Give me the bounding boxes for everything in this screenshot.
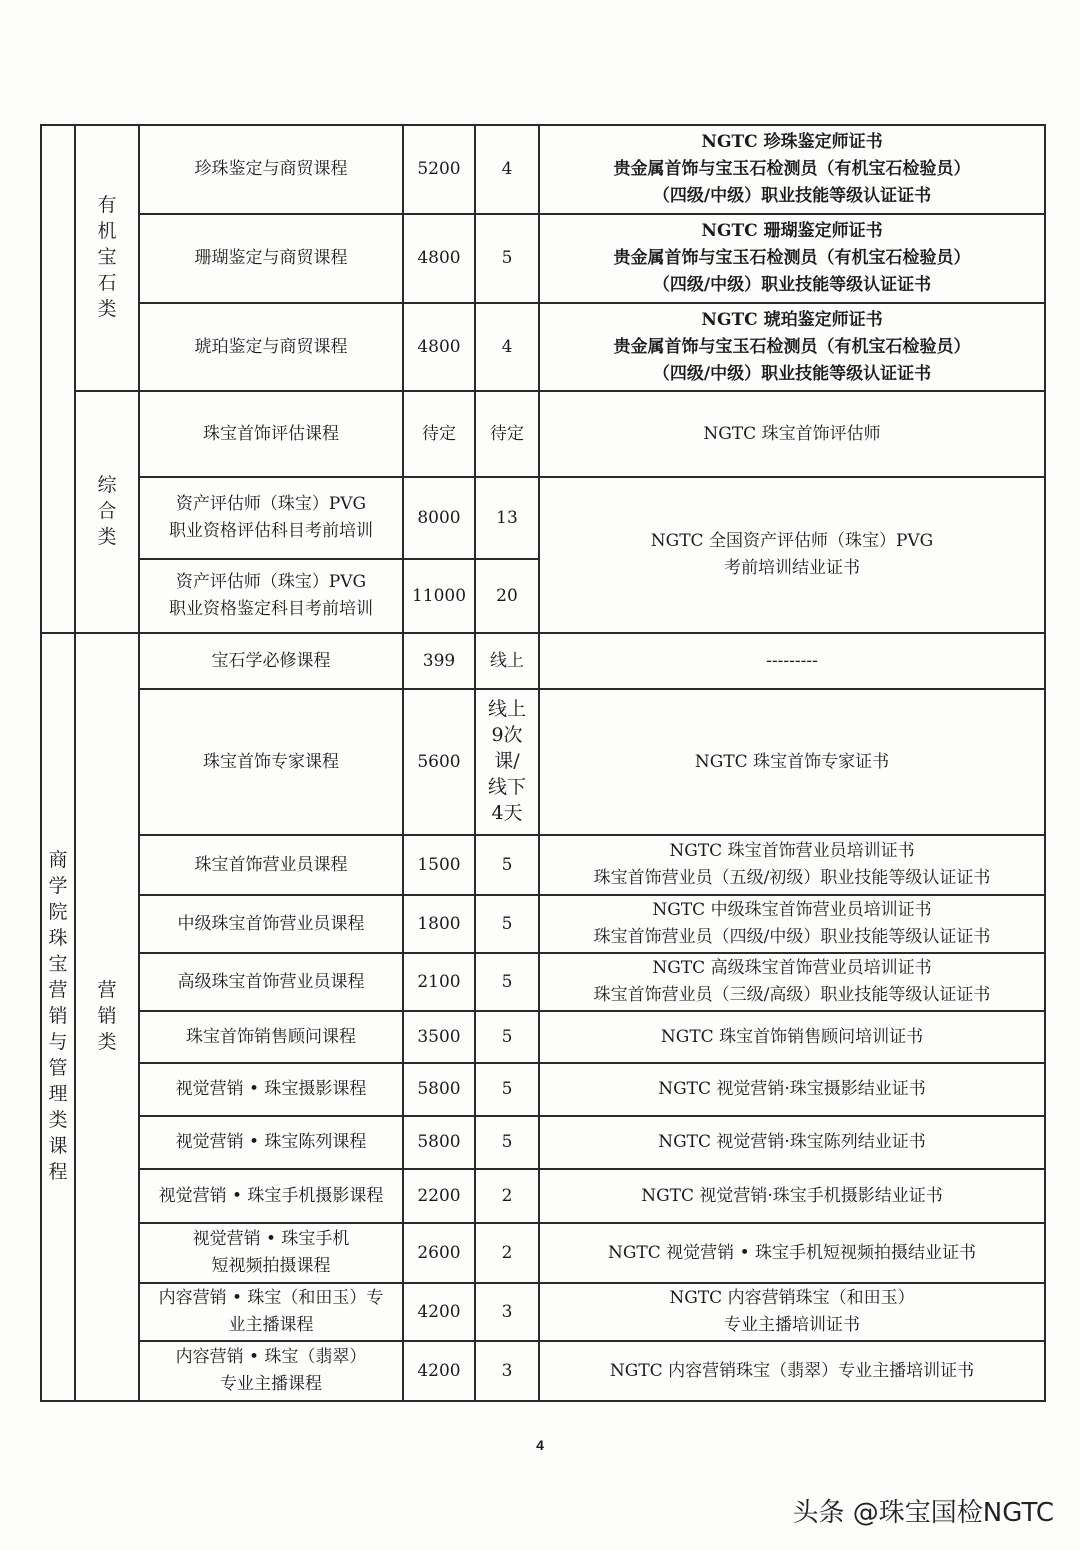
table-row: [41, 633, 1045, 689]
course-fee: 4800: [403, 214, 475, 303]
course-days: 5: [475, 1063, 539, 1116]
course-days: 2: [475, 1223, 539, 1283]
category-label-general: 综合类: [97, 474, 117, 548]
course-days: 5: [475, 895, 539, 953]
course-days: 5: [475, 835, 539, 895]
course-days: 4: [475, 303, 539, 391]
course-name: 视觉营销 • 珠宝摄影课程: [139, 1063, 403, 1116]
table-row: [41, 835, 1045, 895]
certificate: NGTC 珊瑚鉴定师证书 贵金属首饰与宝玉石检测员（有机宝石检验员） （四级/中级）职业技能等级认证证书: [539, 214, 1045, 303]
course-name: 资产评估师（珠宝）PVG 职业资格评估科目考前培训: [139, 477, 403, 559]
certificate: NGTC 珠宝首饰营业员培训证书 珠宝首饰营业员（五级/初级）职业技能等级认证证书: [539, 835, 1045, 895]
certificate: NGTC 珠宝首饰评估师: [539, 391, 1045, 477]
table-row: [41, 1011, 1045, 1063]
table-row: [41, 477, 1045, 559]
course-name: 宝石学必修课程: [139, 633, 403, 689]
course-fee: 2600: [403, 1223, 475, 1283]
table-row: [41, 1116, 1045, 1169]
course-fee: 8000: [403, 477, 475, 559]
course-fee: 5800: [403, 1116, 475, 1169]
course-table: [40, 124, 1046, 1402]
certificate: NGTC 视觉营销·珠宝手机摄影结业证书: [539, 1169, 1045, 1223]
table-row: [41, 895, 1045, 953]
certificate: NGTC 中级珠宝首饰营业员培训证书 珠宝首饰营业员（四级/中级）职业技能等级认证证书: [539, 895, 1045, 953]
table-row: [41, 689, 1045, 835]
course-fee: 1500: [403, 835, 475, 895]
course-name: 视觉营销 • 珠宝陈列课程: [139, 1116, 403, 1169]
certificate: NGTC 视觉营销·珠宝陈列结业证书: [539, 1116, 1045, 1169]
course-name: 内容营销 • 珠宝（翡翠） 专业主播课程: [139, 1341, 403, 1401]
course-days: 线上: [475, 633, 539, 689]
table-row: [41, 391, 1045, 477]
course-name: 珠宝首饰专家课程: [139, 689, 403, 835]
watermark-text: 头条 @珠宝国检NGTC: [792, 1498, 1054, 1528]
table-row: [41, 1283, 1045, 1341]
course-name: 珊瑚鉴定与商贸课程: [139, 214, 403, 303]
course-days: 5: [475, 1116, 539, 1169]
certificate: NGTC 琥珀鉴定师证书 贵金属首饰与宝玉石检测员（有机宝石检验员） （四级/中级）职业技能等级认证证书: [539, 303, 1045, 391]
table-row: [41, 1341, 1045, 1401]
course-days: 线上9次课/线下4天: [475, 689, 539, 835]
table-row: [41, 125, 1045, 214]
course-fee: 4800: [403, 303, 475, 391]
course-days: 20: [475, 559, 539, 633]
certificate: NGTC 内容营销珠宝（和田玉） 专业主播培训证书: [539, 1283, 1045, 1341]
table-row: [41, 1169, 1045, 1223]
table-row: [41, 953, 1045, 1011]
course-fee: 1800: [403, 895, 475, 953]
course-name: 内容营销 • 珠宝（和田玉）专 业主播课程: [139, 1283, 403, 1341]
course-days: 5: [475, 1011, 539, 1063]
course-name: 珠宝首饰销售顾问课程: [139, 1011, 403, 1063]
course-days: 3: [475, 1283, 539, 1341]
course-fee: 2100: [403, 953, 475, 1011]
category-label-college: 商学院 珠宝营销与管理类课程: [48, 849, 68, 1183]
course-name: 高级珠宝首饰营业员课程: [139, 953, 403, 1011]
certificate: NGTC 内容营销珠宝（翡翠）专业主播培训证书: [539, 1341, 1045, 1401]
certificate: NGTC 高级珠宝首饰营业员培训证书 珠宝首饰营业员（三级/高级）职业技能等级认证证书: [539, 953, 1045, 1011]
course-days: 待定: [475, 391, 539, 477]
certificate: NGTC 视觉营销·珠宝摄影结业证书: [539, 1063, 1045, 1116]
category-cell-organic: [75, 125, 139, 391]
course-fee: 5600: [403, 689, 475, 835]
category-cell-general: [75, 391, 139, 633]
course-days: 3: [475, 1341, 539, 1401]
certificate: NGTC 视觉营销 • 珠宝手机短视频拍摄结业证书: [539, 1223, 1045, 1283]
certificate: NGTC 珍珠鉴定师证书 贵金属首饰与宝玉石检测员（有机宝石检验员） （四级/中级）职业技能等级认证证书: [539, 125, 1045, 214]
course-days: 5: [475, 214, 539, 303]
course-name: 中级珠宝首饰营业员课程: [139, 895, 403, 953]
course-fee: 5800: [403, 1063, 475, 1116]
course-name: 琥珀鉴定与商贸课程: [139, 303, 403, 391]
certificate: ---------: [539, 633, 1045, 689]
course-fee: 11000: [403, 559, 475, 633]
course-name: 视觉营销 • 珠宝手机摄影课程: [139, 1169, 403, 1223]
certificate: NGTC 珠宝首饰销售顾问培训证书: [539, 1011, 1045, 1063]
course-name: 珍珠鉴定与商贸课程: [139, 125, 403, 214]
course-days: 2: [475, 1169, 539, 1223]
category-cell-college: [41, 633, 75, 1401]
table-row: [41, 1063, 1045, 1116]
table-row: [41, 1223, 1045, 1283]
course-days: 5: [475, 953, 539, 1011]
category-label-organic: 有机宝石类: [97, 194, 117, 320]
course-name: 珠宝首饰评估课程: [139, 391, 403, 477]
course-fee: 4200: [403, 1283, 475, 1341]
category-label-marketing: 营销类: [97, 979, 117, 1053]
certificate: NGTC 珠宝首饰专家证书: [539, 689, 1045, 835]
page-number: 4: [536, 1437, 544, 1453]
table-row: [41, 214, 1045, 303]
certificate: NGTC 全国资产评估师（珠宝）PVG 考前培训结业证书: [539, 477, 1045, 633]
course-name: 珠宝首饰营业员课程: [139, 835, 403, 895]
course-fee: 2200: [403, 1169, 475, 1223]
course-days: 13: [475, 477, 539, 559]
course-name: 视觉营销 • 珠宝手机 短视频拍摄课程: [139, 1223, 403, 1283]
course-fee: 待定: [403, 391, 475, 477]
blank-category-cell: [41, 125, 75, 633]
category-cell-marketing: [75, 633, 139, 1401]
table-row: [41, 303, 1045, 391]
course-fee: 3500: [403, 1011, 475, 1063]
course-fee: 399: [403, 633, 475, 689]
course-name: 资产评估师（珠宝）PVG 职业资格鉴定科目考前培训: [139, 559, 403, 633]
course-fee: 5200: [403, 125, 475, 214]
course-fee: 4200: [403, 1341, 475, 1401]
course-days: 4: [475, 125, 539, 214]
